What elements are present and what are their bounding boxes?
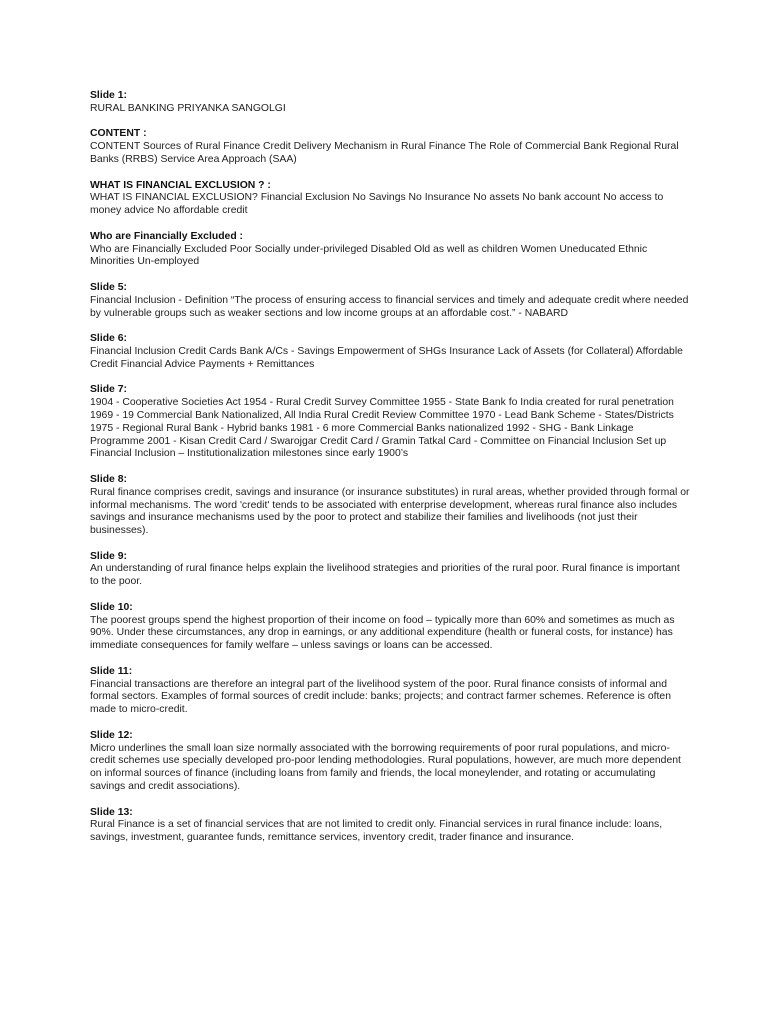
section-slide-8 (90, 474, 690, 538)
section-text: RURAL BANKING PRIYANKA SANGOLGI (90, 102, 286, 114)
section-text: Financial transactions are therefore an integral part of the livelihood system of the poor. Rural finance consists of informal and formal sectors. Examples of formal sources of credit include: banks; projects; and contract farmer schemes. Reference is often made to micro-credit. (90, 678, 671, 716)
section-slide-6 (90, 333, 690, 371)
section-text: Who are Financially Excluded Poor Socially under-privileged Disabled Old as well as children Women Uneducated Ethnic Minorities Un-employed (90, 243, 648, 268)
section-slide-5 (90, 282, 690, 320)
section-heading: Slide 9: (90, 550, 127, 562)
section-slide-7 (90, 384, 690, 461)
section-text: The poorest groups spend the highest proportion of their income on food – typically more than 60% and sometimes as much as 90%. Under these circumstances, any drop in earnings, or any additional expenditure (health or funeral costs, for instance) has immediate consequences for family welfare – unless savings or loans can be accessed. (90, 614, 675, 652)
section-heading: Who are Financially Excluded : (90, 230, 244, 242)
section-heading: Slide 12: (90, 729, 133, 741)
section-text: Rural Finance is a set of financial services that are not limited to credit only. Financial services in rural finance include: loans, savings, investment, guarantee funds, remittance services, inventory credit, trader finance and insurance. (90, 819, 663, 844)
section-slide-13 (90, 807, 690, 845)
document-content (90, 90, 690, 858)
section-heading: Slide 8: (90, 473, 127, 485)
section-text: An understanding of rural finance helps explain the livelihood strategies and priorities of the rural poor. Rural finance is important to the poor. (90, 563, 680, 588)
section-heading: CONTENT : (90, 128, 147, 140)
section-content (90, 128, 690, 166)
section-text: WHAT IS FINANCIAL EXCLUSION? Financial Exclusion No Savings No Insurance No assets No bank account No access to money advice No affordable credit (90, 192, 664, 217)
section-heading: Slide 6: (90, 333, 127, 345)
section-text: 1904 - Cooperative Societies Act 1954 - Rural Credit Survey Committee 1955 - State Bank fo India created for rural penetration 1969 - 19 Commercial Bank Nationalized, All India Rural Credit Review Committee 1970 - Lead Bank Scheme - States/Districts 1975 - Regional Rural Bank - Hybrid banks 1981 - 6 more Commercial Banks nationalized 1992 - SHG - Bank Linkage Programme 2001 - Kisan Credit Card / Swarojgar Credit Card / Gramin Tatkal Card - Committee on Financial Inclusion Set up Financial Inclusion – Institutionalization milestones since early 1900’s (90, 397, 674, 460)
section-text: Financial Inclusion - Definition “The process of ensuring access to financial services and timely and adequate credit where needed by vulnerable groups such as weaker sections and low income groups at an affordable cost.” - NABARD (90, 294, 689, 319)
section-text: CONTENT Sources of Rural Finance Credit Delivery Mechanism in Rural Finance The Role of Commercial Bank Regional Rural Banks (RRBS) Service Area Approach (SAA) (90, 141, 679, 165)
section-heading: Slide 13: (90, 806, 133, 818)
section-heading: Slide 5: (90, 281, 127, 293)
section-text: Micro underlines the small loan size normally associated with the borrowing requirements of poor rural populations, and micro-credit schemes use specially developed pro-poor lending methodologies. Rural populations, however, are much more dependent on informal sources of finance (including loans from family and friends, the local moneylender, and rotating or accumulating savings and credit associations). (90, 742, 681, 793)
section-heading: Slide 11: (90, 665, 133, 677)
section-heading: WHAT IS FINANCIAL EXCLUSION ? : (90, 179, 271, 191)
section-slide-11 (90, 666, 690, 717)
section-text: Rural finance comprises credit, savings and insurance (or insurance substitutes) in rural areas, whether provided through formal or informal mechanisms. The word 'credit' tends to be associated with enterprise development, whereas rural finance also includes savings and insurance mechanisms used by the poor to protect and stabilize their families and livelihoods (not just their businesses). (90, 486, 690, 537)
section-financially-excluded (90, 231, 690, 269)
section-financial-exclusion (90, 180, 690, 218)
section-slide-12 (90, 730, 690, 794)
section-slide-1 (90, 90, 690, 116)
section-heading: Slide 1: (90, 90, 127, 101)
section-slide-10 (90, 602, 690, 653)
section-slide-9 (90, 551, 690, 589)
section-heading: Slide 7: (90, 384, 127, 396)
section-text: Financial Inclusion Credit Cards Bank A/Cs - Savings Empowerment of SHGs Insurance Lack of Assets (for Collateral) Affordable Credit Financial Advice Payments + Remittances (90, 345, 683, 370)
section-heading: Slide 10: (90, 601, 133, 613)
